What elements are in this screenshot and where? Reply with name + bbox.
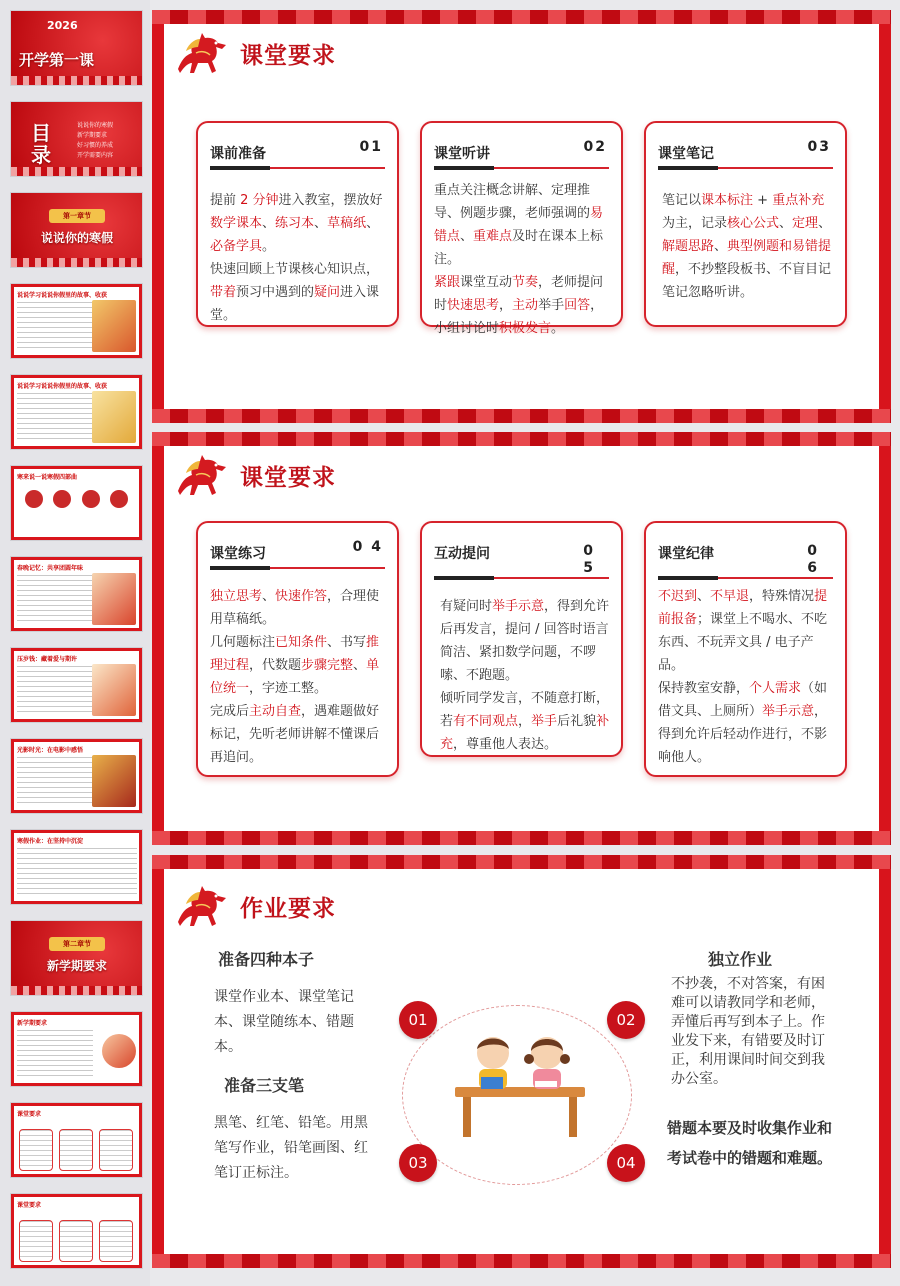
step-badge-02: 02: [607, 1001, 645, 1039]
highlight-text: 不迟到: [658, 589, 698, 604]
highlight-text: 练习本: [275, 216, 315, 231]
step-badge-03: 03: [399, 1144, 437, 1182]
highlight-text: 易错点: [434, 206, 604, 244]
card-paragraph: [210, 585, 387, 631]
body-text: 。: [262, 239, 276, 254]
highlight-text: 提前报备: [658, 589, 828, 627]
step-badge-04: 04: [607, 1144, 645, 1182]
card-divider: [434, 167, 609, 169]
body-text: 笔记以: [662, 193, 702, 208]
thumbnail-decoration: [11, 986, 142, 995]
horse-icon: [172, 451, 232, 499]
card-questions[interactable]: [420, 521, 623, 757]
thumbnail-title: 课堂要求: [17, 1111, 42, 1118]
step-badge-01: 01: [399, 1001, 437, 1039]
card-paragraph: [210, 189, 387, 258]
highlight-text: 举手: [531, 714, 558, 729]
card-paragraph: [440, 595, 611, 687]
card-number: 01: [359, 139, 383, 155]
highlight-text: 重点补充: [772, 193, 825, 208]
thumbnail-2[interactable]: [10, 101, 143, 177]
body-text: 、: [818, 216, 832, 231]
thumbnail-icons: [25, 490, 128, 520]
card-body: [210, 585, 387, 769]
highlight-text: 回答: [564, 298, 591, 313]
card-divider: [210, 167, 385, 169]
thumbnail-13[interactable]: [10, 1102, 143, 1178]
thumbnail-text-lines: [17, 575, 93, 625]
children-studying-illustration: [445, 1025, 595, 1145]
body-text: 后礼貌: [557, 714, 597, 729]
body-text: ，: [518, 714, 532, 729]
body-text: 课堂互动: [460, 275, 513, 290]
card-paragraph: [662, 189, 835, 304]
highlight-text: 补充: [440, 714, 610, 752]
highlight-text: 快速思考: [447, 298, 500, 313]
thumbnail-card: [19, 1129, 53, 1171]
highlight-text: 核心公式: [727, 216, 780, 231]
highlight-text: 定理: [792, 216, 819, 231]
highlight-text: 典型例题和易错提醒: [662, 239, 832, 277]
highlight-text: 重难点: [473, 229, 513, 244]
body-text: ；课堂上不喝水、不吃东西、不玩弄文具 / 电子产品。: [658, 612, 828, 673]
card-title: 课堂笔记: [658, 146, 714, 162]
slide-header: [172, 881, 336, 931]
thumbnail-image: [92, 391, 136, 443]
highlight-text: 主动: [512, 298, 539, 313]
notebooks-heading: 准备四种本子: [218, 950, 315, 969]
card-body: [662, 189, 835, 304]
card-divider: [210, 567, 385, 569]
slide-title: 作业要求: [240, 895, 336, 922]
body-text: 完成后: [210, 704, 250, 719]
thumbnail-image: [92, 755, 136, 807]
body-text: +: [753, 193, 773, 208]
card-title: 互动提问: [434, 546, 490, 562]
thumbnail-card: [99, 1220, 133, 1262]
thumbnail-title: 寒来说一说寒假四部曲: [17, 474, 78, 481]
card-number: 02: [583, 139, 607, 155]
body-text: ，尊重他人表达。: [453, 737, 558, 752]
body-text: 快速回顾上节课核心知识点，: [210, 262, 380, 277]
body-text: 、: [697, 589, 711, 604]
body-text: 为主，记录: [662, 216, 728, 231]
highlight-text: 主动自查: [249, 704, 302, 719]
body-text: ，特殊情况: [749, 589, 815, 604]
body-text: 几何题标注: [210, 635, 276, 650]
highlight-text: 单位统一: [210, 658, 380, 696]
body-text: 。: [551, 321, 565, 336]
thumbnail-title: 课堂要求: [17, 1202, 42, 1209]
thumbnail-item: 好习惯的养成: [77, 142, 114, 149]
card-paragraph: [658, 585, 835, 677]
card-body: [210, 189, 387, 327]
pens-heading: 准备三支笔: [224, 1076, 305, 1095]
error-notebook-text: 错题本要及时收集作业和考试卷中的错题和难题。: [667, 1119, 833, 1167]
horse-icon: [172, 29, 232, 77]
highlight-text: 数学课本: [210, 216, 263, 231]
thumbnail-decoration: [11, 167, 142, 176]
body-text: ，: [499, 298, 513, 313]
thumbnail-text-lines: [17, 666, 93, 716]
body-text: 及时在课本上标注。: [434, 229, 604, 267]
highlight-text: 推理过程: [210, 635, 380, 673]
highlight-text: 必备学具: [210, 239, 263, 254]
thumbnail-title: 光影时光：在电影中感悟: [17, 747, 84, 754]
card-title: 课堂练习: [210, 546, 266, 562]
card-paragraph: [210, 258, 387, 327]
highlight-text: 节奏: [512, 275, 539, 290]
thumbnail-image: [92, 664, 136, 716]
slide-2[interactable]: [152, 432, 891, 845]
thumbnail-year: 2026: [47, 19, 78, 32]
thumbnail-text-lines: [17, 302, 93, 352]
thumbnail-text-lines: [17, 757, 93, 807]
highlight-text: 草稿纸: [327, 216, 367, 231]
highlight-text: 举手示意: [762, 704, 815, 719]
horse-icon: [172, 882, 232, 930]
card-paragraph: [434, 271, 611, 340]
highlight-text: 不早退: [710, 589, 750, 604]
body-text: 、: [779, 216, 793, 231]
thumbnail-10[interactable]: [10, 829, 143, 905]
slide-title: 课堂要求: [240, 42, 336, 69]
thumbnail-chapter-ribbon: 第二章节: [49, 937, 105, 951]
card-title: 课前准备: [210, 146, 266, 162]
card-practice[interactable]: [196, 521, 399, 777]
slide-3[interactable]: [152, 855, 891, 1268]
body-text: 进入课堂。: [210, 285, 380, 323]
body-text: 、: [262, 589, 276, 604]
thumbnail-title: 新学期要求: [47, 959, 108, 973]
card-notes[interactable]: [644, 121, 847, 327]
highlight-text: 个人需求: [749, 681, 802, 696]
thumbnail-6[interactable]: [10, 465, 143, 541]
pens-text: 黑笔、红笔、铅笔。用黑笔写作业，铅笔画图、红笔订正标注。: [214, 1115, 368, 1181]
body-text: ，老师提问时: [434, 275, 604, 313]
thumbnail-8[interactable]: [10, 647, 143, 723]
independent-homework-heading: 独立作业: [708, 950, 773, 969]
card-number: 0 5: [583, 543, 595, 576]
thumbnail-title: 开学第一课: [19, 51, 95, 69]
body-text: ，遇难题做好标记，先听老师讲解不懂课后再追问。: [210, 704, 380, 765]
body-text: 、: [460, 229, 474, 244]
thumbnail-4[interactable]: [10, 283, 143, 359]
body-text: 预习中遇到的: [236, 285, 315, 300]
thumbnail-title: 寒假作业：在坚持中沉淀: [17, 838, 84, 845]
body-text: 、: [714, 239, 728, 254]
highlight-text: 课本标注: [701, 193, 754, 208]
card-paragraph: [210, 700, 387, 769]
highlight-text: 2 分钟: [240, 193, 279, 208]
card-body: [440, 595, 611, 756]
thumbnail-text-lines: [17, 1030, 93, 1080]
thumbnail-11[interactable]: [10, 920, 143, 996]
highlight-text: 紧跟: [434, 275, 461, 290]
thumbnail-text-lines: [17, 393, 93, 443]
card-pre-class[interactable]: [196, 121, 399, 327]
thumbnail-title: 说说你的寒假: [41, 231, 114, 245]
card-number: 0 4: [352, 539, 383, 555]
highlight-text: 独立思考: [210, 589, 263, 604]
thumbnail-item: 说说你的寒假: [77, 122, 114, 129]
thumbnail-decoration: [11, 258, 142, 267]
card-paragraph: [658, 677, 835, 769]
thumbnail-title: 说说学习说说你假里的故事、收获: [17, 383, 108, 390]
body-text: 提前: [210, 193, 241, 208]
body-text: ，得到允许后轻动作进行，不影响他人。: [658, 704, 828, 765]
thumbnail-card: [99, 1129, 133, 1171]
body-text: ，小组讨论时: [434, 298, 604, 336]
highlight-text: 积极发言: [499, 321, 552, 336]
thumbnail-title: 目录: [31, 121, 51, 167]
body-text: 、: [366, 216, 380, 231]
thumbnail-title: 新学期要求: [17, 1020, 48, 1027]
notebooks-text: 课堂作业本、课堂笔记本、课堂随练本、错题本。: [214, 989, 354, 1055]
thumbnail-text-lines: [17, 848, 137, 898]
body-text: ，合理使用草稿纸。: [210, 589, 380, 627]
thumbnail-image: [92, 573, 136, 625]
body-text: 重点关注概念讲解、定理推导、例题步骤，老师强调的: [434, 183, 591, 221]
body-text: 有疑问时: [440, 599, 493, 614]
thumbnail-item: 开学需要内容: [77, 152, 114, 159]
body-text: （如借文具、上厕所）: [658, 681, 828, 719]
highlight-text: 快速作答: [275, 589, 328, 604]
body-text: 、: [353, 658, 367, 673]
body-text: 保持教室安静，: [658, 681, 750, 696]
thumbnail-card: [59, 1220, 93, 1262]
card-body: [434, 179, 611, 340]
thumbnail-chapter-ribbon: 第一章节: [49, 209, 105, 223]
highlight-text: 步骤完整: [301, 658, 354, 673]
card-paragraph: [440, 687, 611, 756]
body-text: ，不抄整段板书、不盲目记笔记忽略听讲。: [662, 262, 832, 300]
thumbnail-item: 新学期要求: [77, 132, 108, 139]
thumbnail-1[interactable]: [10, 10, 143, 86]
thumbnail-5[interactable]: [10, 374, 143, 450]
thumbnail-title: 春晚记忆：共享团圆年味: [17, 565, 84, 572]
highlight-text: 疑问: [314, 285, 341, 300]
thumbnail-card: [59, 1129, 93, 1171]
body-text: 进入教室，摆放好: [278, 193, 383, 208]
thumbnail-decoration: [11, 76, 142, 85]
body-text: ，代数题: [249, 658, 302, 673]
slide-header: [172, 450, 336, 500]
thumbnail-12[interactable]: [10, 1011, 143, 1087]
thumbnail-3[interactable]: [10, 192, 143, 268]
slide-1[interactable]: [152, 10, 891, 423]
thumbnail-image: [92, 300, 136, 352]
highlight-text: 举手示意: [492, 599, 545, 614]
body-text: 、: [314, 216, 328, 231]
card-title: 课堂纪律: [658, 546, 714, 562]
card-number: 0 6: [807, 543, 819, 576]
card-divider: [658, 167, 833, 169]
thumbnail-title: 说说学习说说你假里的故事、收获: [17, 292, 108, 299]
body-text: ，得到允许后再发言，提问 / 回答时语言简洁、紧扣数学问题，不啰嗦、不跑题。: [440, 599, 610, 683]
slide-thumbnail-panel[interactable]: [0, 0, 150, 1286]
slide-header: [172, 28, 336, 78]
highlight-text: 有不同观点: [453, 714, 519, 729]
thumbnail-14[interactable]: [10, 1193, 143, 1269]
card-body: [658, 585, 835, 769]
card-number: 03: [807, 139, 831, 155]
body-text: 倾听同学发言，不随意打断，若: [440, 691, 610, 729]
thumbnail-image: [102, 1034, 136, 1068]
card-listening[interactable]: [420, 121, 623, 336]
body-text: 、书写: [327, 635, 367, 650]
slide-title: 课堂要求: [240, 464, 336, 491]
body-text: 举手: [538, 298, 565, 313]
card-discipline[interactable]: [644, 521, 847, 777]
card-paragraph: [210, 631, 387, 700]
thumbnail-7[interactable]: [10, 556, 143, 632]
body-text: 、: [262, 216, 276, 231]
thumbnail-card: [19, 1220, 53, 1262]
card-paragraph: [434, 179, 611, 271]
highlight-text: 解题思路: [662, 239, 715, 254]
body-text: ，字迹工整。: [249, 681, 328, 696]
independent-homework-text: 不抄袭，不对答案，有困难可以请教同学和老师，弄懂后再写到本子上。作业发下来，有错要及时订正，利用课间时间交到我办公室。: [671, 976, 825, 1087]
thumbnail-title: 压岁钱：藏着爱与期许: [17, 656, 78, 663]
card-divider: [658, 577, 833, 579]
highlight-text: 已知条件: [275, 635, 328, 650]
thumbnail-9[interactable]: [10, 738, 143, 814]
card-divider: [434, 577, 609, 579]
highlight-text: 带着: [210, 285, 237, 300]
card-title: 课堂听讲: [434, 146, 490, 162]
